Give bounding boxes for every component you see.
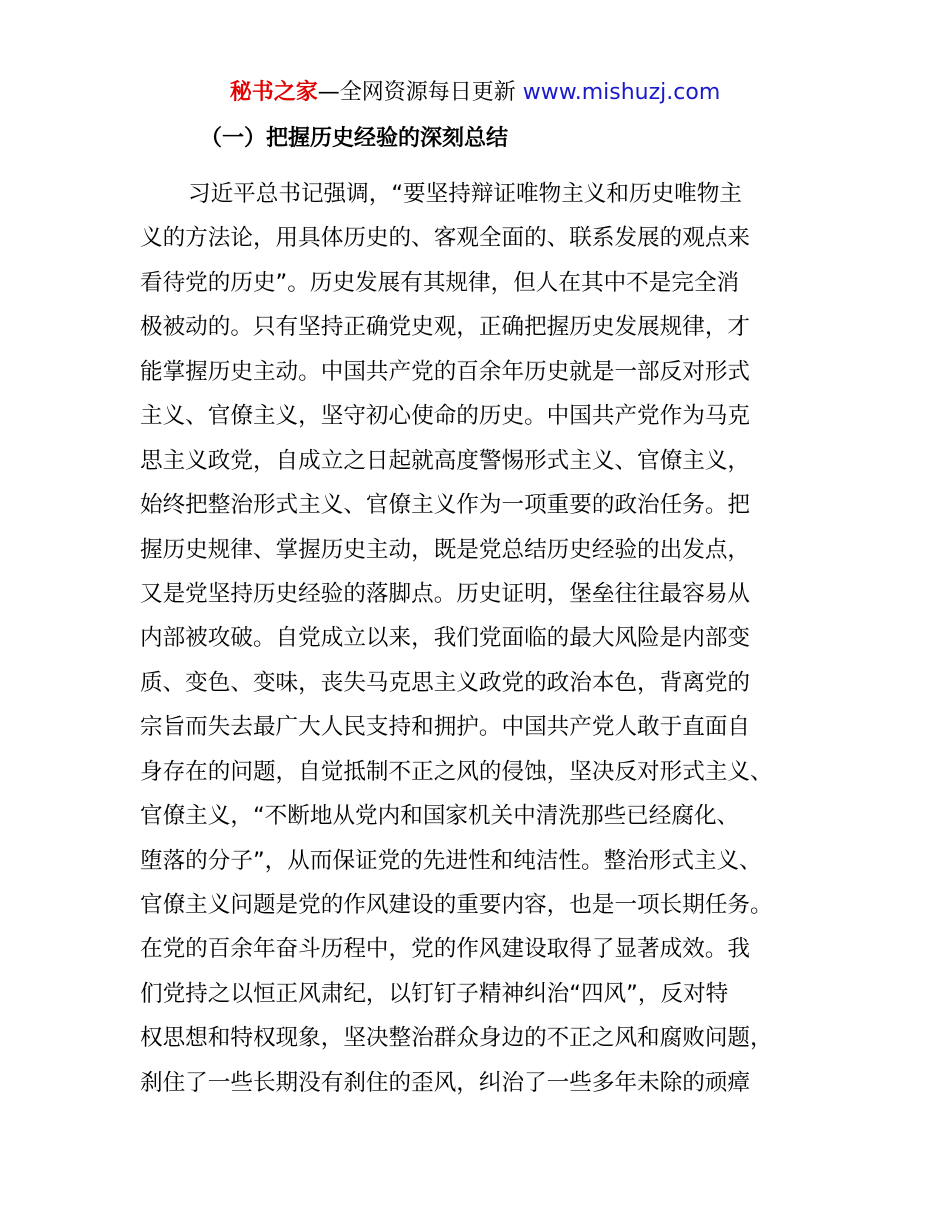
header-tagline: —全网资源每日更新 [317,80,523,105]
paragraph-line: 身存在的问题，自觉抵制不正之风的侵蚀，坚决反对形式主义、 [140,758,773,785]
paragraph-line: 权思想和特权现象，坚决整治群众身边的不正之风和腐败问题， [140,1025,773,1052]
paragraph-line: 内部被攻破。自党成立以来，我们党面临的最大风险是内部变 [140,625,751,652]
paragraph-line: 看待党的历史”。历史发展有其规律，但人在其中不是完全消 [140,269,740,296]
paragraph-line: 又是党坚持历史经验的落脚点。历史证明，堡垒往往最容易从 [140,580,751,607]
paragraph-line: 极被动的。只有坚持正确党史观，正确把握历史发展规律，才 [140,314,751,341]
paragraph-line: 义的方法论，用具体历史的、客观全面的、联系发展的观点来 [140,225,751,252]
paragraph-line: 握历史规律、掌握历史主动，既是党总结历史经验的出发点， [140,536,751,563]
site-url-link[interactable]: www.mishuzj.com [522,80,721,105]
paragraph-line: 习近平总书记强调，“要坚持辩证唯物主义和历史唯物主 [188,181,742,207]
paragraph-line: 官僚主义问题是党的作风建设的重要内容，也是一项长期任务。 [140,892,773,918]
paragraph-line: 堕落的分子”，从而保证党的先进性和纯洁性。整治形式主义、 [140,847,762,874]
paragraph-line: 始终把整治形式主义、官僚主义作为一项重要的政治任务。把 [140,492,751,519]
section-heading: （一）把握历史经验的深刻总结 [200,126,509,151]
paragraph-line: 思主义政党，自成立之日起就高度警惕形式主义、官僚主义， [140,447,751,474]
paragraph-line: 主义、官僚主义，坚守初心使命的历史。中国共产党作为马克 [140,403,751,430]
body-paragraph [140,172,840,1105]
site-header [0,78,950,108]
brand-name: 秘书之家 [229,80,318,105]
paragraph-line: 能掌握历史主动。中国共产党的百余年历史就是一部反对形式 [140,358,751,385]
paragraph-line: 刹住了一些长期没有刹住的歪风，纠治了一些多年未除的顽瘴 [140,1069,751,1096]
paragraph-line: 在党的百余年奋斗历程中，党的作风建设取得了显著成效。我 [140,936,751,963]
paragraph-line: 质、变色、变味，丧失马克思主义政党的政治本色，背离党的 [140,669,751,696]
paragraph-line: 们党持之以恒正风肃纪，以钉钉子精神纠治“四风”，反对特 [140,980,729,1007]
paragraph-line: 官僚主义，“不断地从党内和国家机关中清洗那些已经腐化、 [140,803,740,830]
paragraph-line: 宗旨而失去最广大人民支持和拥护。中国共产党人敢于直面自 [140,714,751,741]
